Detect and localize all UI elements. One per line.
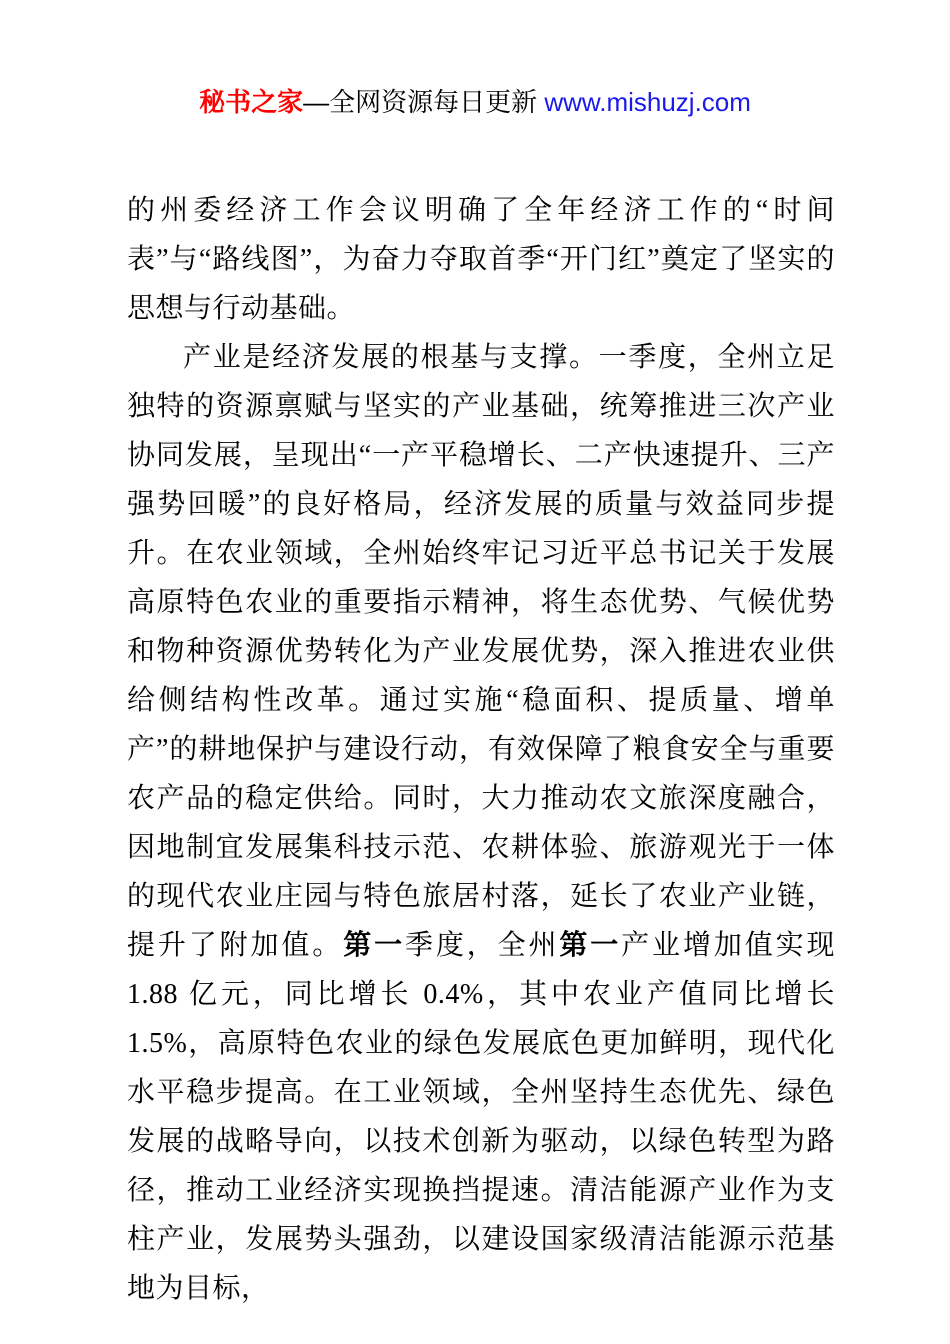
- text-run: 产业增加值实现 1.88 亿元，同比增长 0.4%，其中农业产值同比增长 1.5%，高原特色农业的绿色发展底色更加鲜明，现代化水平稳步提高。在工业领域，全州坚持生态优先、绿色发展的战略导向，以技术创新为驱动，以绿色转型为路径，推动工业经济实现换挡提速。清洁能源产业作为支柱产业，发展势头强劲，以建设国家级清洁能源示范基地为目标，: [127, 930, 835, 1304]
- site-header: [0, 0, 950, 118]
- text-run: 产业是经济发展的根基与支撑。一季度，全州立足独特的资源禀赋与坚实的产业基础，统筹推进三次产业协同发展，呈现出“一产平稳增长、二产快速提升、三产强势回暖”的良好格局，经济发展的质量与效益同步提升。在农业领域，全州始终牢记习近平总书记关于发展高原特色农业的重要指示精神，将生态优势、气候优势和物种资源优势转化为产业发展优势，深入推进农业供给侧结构性改革。通过实施“稳面积、提质量、增单产”的耕地保护与建设行动，有效保障了粮食安全与重要农产品的稳定供给。同时，大力推动农文旅深度融合，因地制宜发展集科技示范、农耕体验、旅游观光于一体的现代农业庄园与特色旅居村落，延长了农业产业链，提升了附加值。: [127, 342, 835, 961]
- paragraph: [127, 333, 835, 1313]
- paragraph: [127, 186, 835, 333]
- header-dash: —: [303, 87, 330, 117]
- text-run: 季度，全州: [404, 930, 560, 961]
- header-tagline: 全网资源每日更新: [329, 87, 538, 117]
- document-body: [127, 186, 835, 1313]
- site-url-link[interactable]: www.mishuzj.com: [544, 87, 751, 117]
- bold-text-run: 第一: [559, 930, 622, 961]
- site-brand: 秘书之家: [199, 87, 304, 117]
- bold-text-run: 第一: [343, 930, 405, 961]
- text-run: 的州委经济工作会议明确了全年经济工作的“时间表”与“路线图”，为奋力夺取首季“开门红”奠定了坚实的思想与行动基础。: [127, 195, 835, 324]
